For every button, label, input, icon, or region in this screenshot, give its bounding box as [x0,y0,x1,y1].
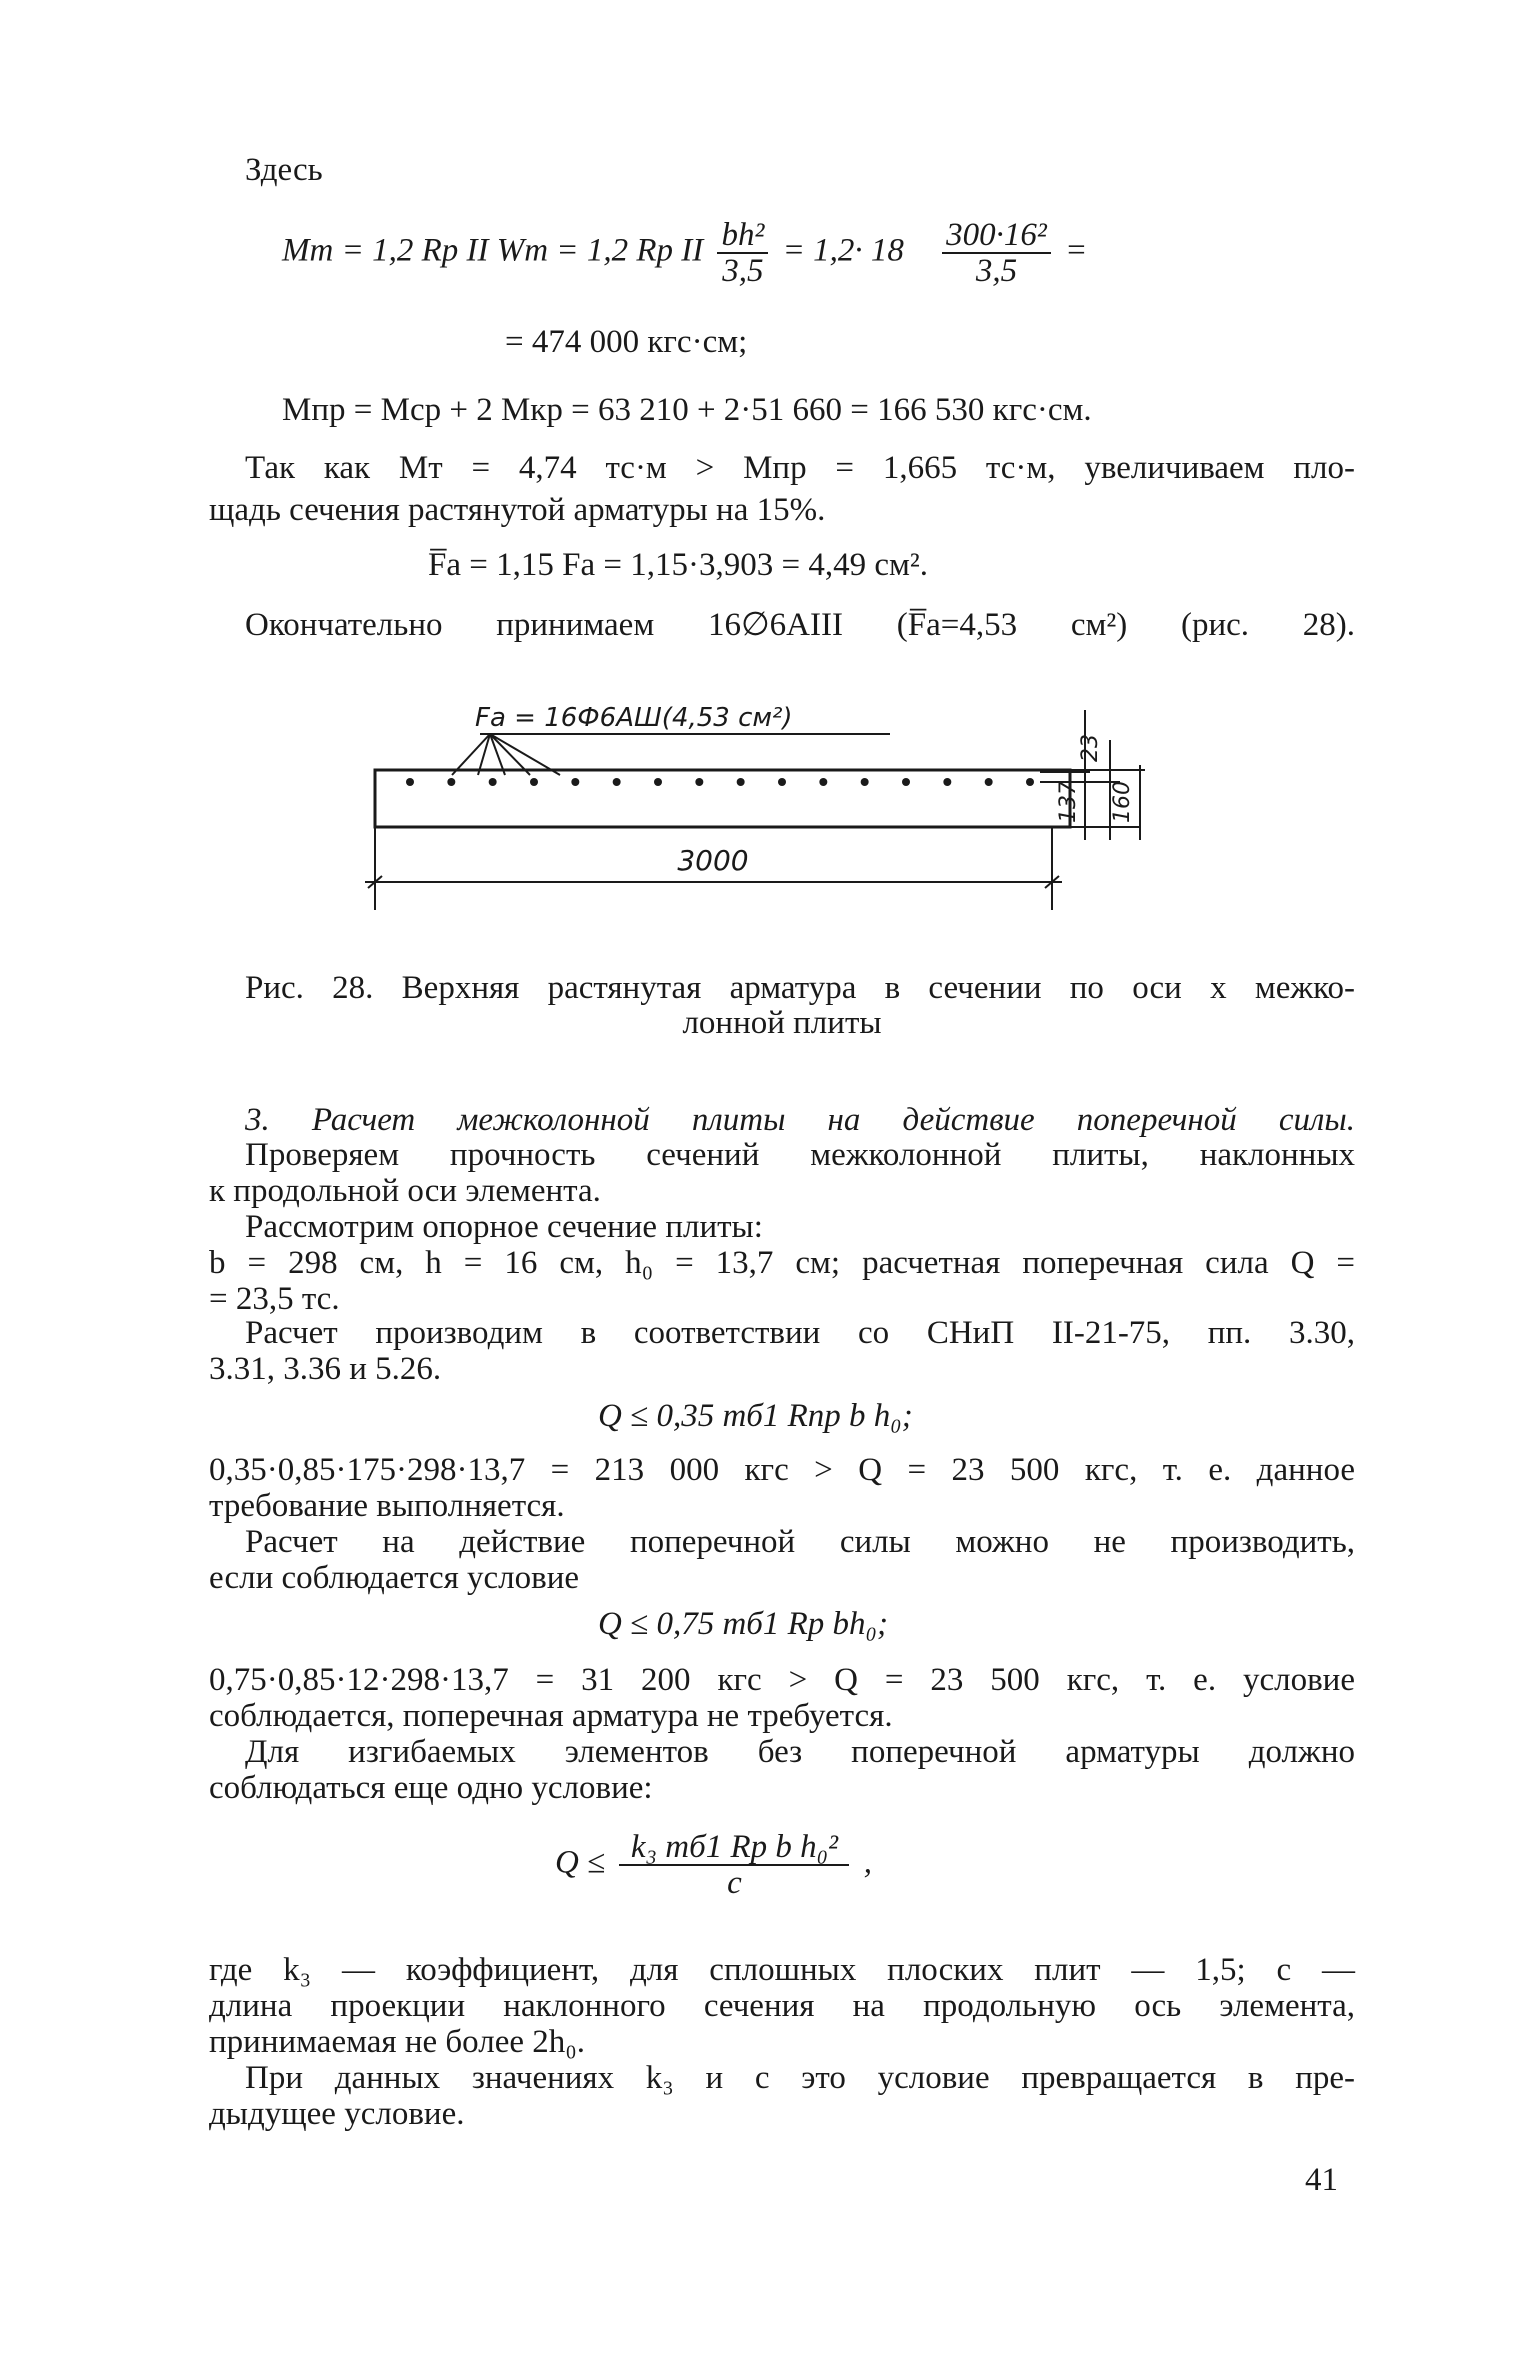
dimension-23: 23 [1078,734,1103,762]
rebar-dot [737,778,745,786]
section-3-line-7: 3.31, 3.36 и 5.26. [209,1351,442,1387]
formula-fa: F̅а = 1,15 Fа = 1,15·3,903 = 4,49 см². [428,547,928,583]
rebar-dot [985,778,993,786]
rebar-dot [406,778,414,786]
section-3-line-11: если соблюдается условие [209,1560,580,1596]
section-3-line-20: дыдущее условие. [209,2096,465,2132]
formula-q-fraction-body [619,1830,849,1900]
section-3-line-13: соблюдается, поперечная арматура не требуется. [209,1698,893,1734]
paragraph-3: Окончательно принимаем 16∅6AIII (F̅а=4,53 см²) (рис. 28). [245,607,1355,643]
rebar-dot [654,778,662,786]
section-3-line-17: длина проекции наклонного сечения на продольную ось элемента, [209,1988,1355,2024]
dimension-3000: 3000 [677,844,749,877]
figure-caption-line-1: Рис. 28. Верхняя растянутая арматура в сечении по оси x межко- [245,970,1355,1006]
formula-q-tail: , [863,1844,872,1881]
rebar-dot [489,778,497,786]
section-3-line-19: При данных значениях k₃ и c это условие превращается в пре- [245,2060,1355,2096]
paragraph-2-line-1: Так как Mт = 4,74 тс·м > Mпр = 1,665 тс·м, увеличиваем пло- [245,450,1355,486]
section-3-line-6: Расчет производим в соответствии со СНиП II-21-75, пп. 3.30, [245,1315,1355,1351]
dimension-160: 160 [1110,781,1135,823]
fraction-1-numerator: bh² [717,218,768,254]
text-zdes: Здесь [245,152,323,188]
section-3-line-10: Расчет на действие поперечной силы можно не производить, [245,1524,1355,1560]
section-3-line-9: требование выполняется. [209,1488,565,1524]
paragraph-2-line-2: щадь сечения растянутой арматуры на 15%. [209,492,826,528]
formula-q-lhs: Q ≤ [555,1844,606,1881]
formula-mt-lhs: Mт = 1,2 Rр II Wт = 1,2 Rр II [282,232,704,269]
fraction-1-denominator: 3,5 [722,253,764,289]
formula-q-fraction [555,1830,872,1900]
fraction-2-denominator: 3,5 [975,253,1018,289]
section-3-line-2: к продольной оси элемента. [209,1173,601,1209]
section-3-line-4: b = 298 см, h = 16 см, h₀ = 13,7 см; расчетная поперечная сила Q = [209,1245,1355,1281]
formula-mt-result: = 474 000 кгс·см; [505,324,748,360]
rebar-dot [1026,778,1034,786]
rebar-dot [861,778,869,786]
formula-mt-fraction-2 [942,218,1051,288]
formula-q-numerator: k₃ mб1 Rр b h₀² [619,1830,849,1866]
formula-mt-fraction-1 [717,218,768,288]
section-3-line-1: Проверяем прочность сечений межколонной плиты, наклонных [245,1137,1355,1173]
rebar-dots [406,778,1034,786]
rebar-dot [530,778,538,786]
page-number: 41 [1305,2162,1338,2198]
rebar-dot [571,778,579,786]
section-3-line-18: принимаемая не более 2h₀. [209,2024,586,2060]
figure-caption-line-2: лонной плиты [682,1005,882,1041]
figure-label-fa: Fa = 16Ф6АШ(4,53 cм²) [475,703,793,733]
fraction-2-numerator: 300·16² [942,218,1051,254]
formula-mt-tail: = [1065,232,1088,269]
formula-q-075: Q ≤ 0,75 mб1 Rр bh₀; [598,1606,888,1642]
dimension-137: 137 [1056,781,1081,823]
rebar-dot [447,778,455,786]
section-3-line-14: Для изгибаемых элементов без поперечной арматуры должно [245,1734,1355,1770]
rebar-dot [943,778,951,786]
formula-q-035: Q ≤ 0,35 mб1 Rпр b h₀; [598,1398,913,1434]
rebar-dot [613,778,621,786]
formula-mt [282,218,1087,288]
section-3-line-15: соблюдаться еще одно условие: [209,1770,653,1806]
section-3-heading: 3. Расчет межколонной плиты на действие поперечной силы. [245,1102,1355,1138]
slab-section [375,770,1070,827]
rebar-dot [695,778,703,786]
section-3-line-12: 0,75·0,85·12·298·13,7 = 31 200 кгс > Q = 23 500 кгс, т. е. условие [209,1662,1355,1698]
rebar-dot [819,778,827,786]
formula-q-denominator: c [727,1865,742,1901]
formula-mpr: Mпр = Mср + 2 Mкр = 63 210 + 2·51 660 = 166 530 кгс·см. [282,392,1092,428]
figure-28-drawing [340,690,1180,920]
section-3-line-3: Рассмотрим опорное сечение плиты: [245,1209,763,1245]
section-3-line-8: 0,35·0,85·175·298·13,7 = 213 000 кгс > Q = 23 500 кгс, т. е. данное [209,1452,1355,1488]
section-3-line-16: где k₃ — коэффициент, для сплошных плоских плит — 1,5; c — [209,1952,1355,1988]
section-3-line-5: = 23,5 тс. [209,1281,340,1317]
rebar-dot [902,778,910,786]
rebar-dot [778,778,786,786]
formula-mt-middle: = 1,2· 18 [782,232,904,269]
